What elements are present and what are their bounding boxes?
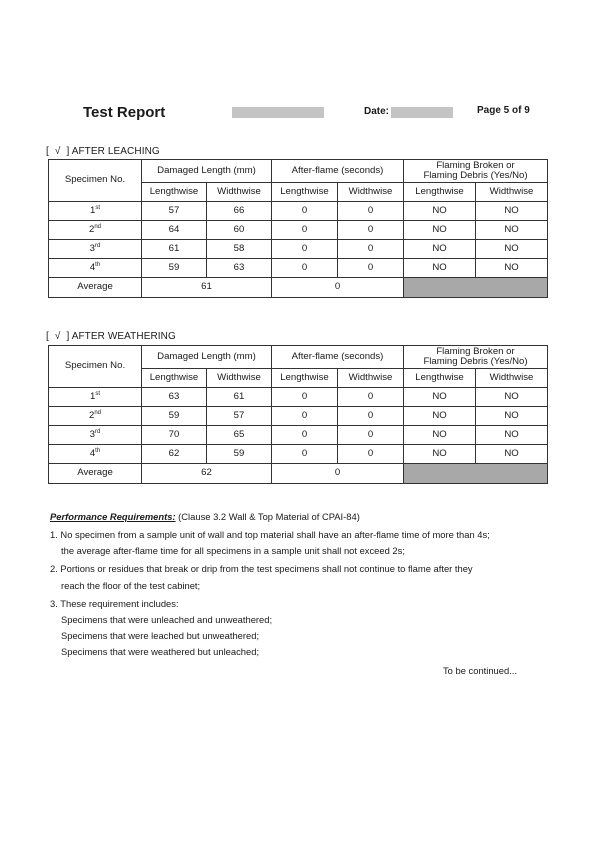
cell: 0	[272, 221, 338, 240]
header-flaming	[404, 160, 548, 183]
cell: 59	[142, 259, 207, 278]
cell: NO	[476, 388, 548, 407]
cell: 0	[338, 407, 404, 426]
average-afterflame: 0	[272, 278, 404, 298]
cell: 57	[142, 202, 207, 221]
weathering-table	[48, 345, 548, 484]
header-damaged-length: Damaged Length (mm)	[142, 160, 272, 183]
subheader-widthwise: Widthwise	[338, 183, 404, 202]
cell: 61	[142, 240, 207, 259]
specimen-number: 4th	[49, 445, 142, 464]
requirement-1b: the average after-flame time for all specimens in a sample unit shall not exceed 2s;	[61, 545, 405, 557]
cell: NO	[404, 221, 476, 240]
specimen-number: 4th	[49, 259, 142, 278]
section-title-leaching	[46, 146, 160, 157]
cell: 60	[207, 221, 272, 240]
cell: NO	[404, 202, 476, 221]
subheader-lengthwise: Lengthwise	[404, 369, 476, 388]
cell: NO	[476, 426, 548, 445]
bracket-open: [	[46, 146, 49, 157]
cell: NO	[476, 259, 548, 278]
cell: NO	[476, 221, 548, 240]
table-row	[49, 426, 548, 445]
requirement-3-sub3: Specimens that were weathered but unleached;	[61, 646, 260, 658]
redacted-date	[391, 107, 453, 118]
cell: 63	[142, 388, 207, 407]
requirement-3: 3. These requirement includes:	[50, 597, 179, 609]
average-afterflame: 0	[272, 464, 404, 484]
header-flaming-line2: Flaming Debris (Yes/No)	[423, 170, 528, 181]
header-specimen: Specimen No.	[49, 160, 142, 202]
section-title-weathering	[46, 331, 176, 342]
check-icon: √	[54, 331, 61, 342]
cell: 66	[207, 202, 272, 221]
bracket-open: [	[46, 331, 49, 342]
cell: 0	[272, 240, 338, 259]
cell: 65	[207, 426, 272, 445]
cell: 59	[142, 407, 207, 426]
header-after-flame: After-flame (seconds)	[272, 346, 404, 369]
specimen-number: 1st	[49, 202, 142, 221]
cell: 57	[207, 407, 272, 426]
cell: 0	[338, 445, 404, 464]
table-row	[49, 202, 548, 221]
average-row	[49, 464, 548, 484]
section-label: ] AFTER LEACHING	[66, 146, 160, 157]
cell: 0	[338, 202, 404, 221]
cell: 59	[207, 445, 272, 464]
specimen-number: 2nd	[49, 221, 142, 240]
header-flaming	[404, 346, 548, 369]
header-specimen: Specimen No.	[49, 346, 142, 388]
cell: NO	[404, 445, 476, 464]
subheader-lengthwise: Lengthwise	[272, 369, 338, 388]
cell: 0	[338, 240, 404, 259]
cell: 70	[142, 426, 207, 445]
requirement-3-sub1: Specimens that were unleached and unweathered;	[61, 613, 273, 625]
cell: 0	[272, 426, 338, 445]
cell: 0	[338, 259, 404, 278]
performance-clause: (Clause 3.2 Wall & Top Material of CPAI-84)	[175, 511, 360, 522]
table-row	[49, 259, 548, 278]
cell: NO	[404, 240, 476, 259]
requirement-1a: 1. No specimen from a sample unit of wall and top material shall have an after-flame time of more than 4s;	[50, 529, 490, 541]
table-row	[49, 221, 548, 240]
report-header	[0, 104, 600, 124]
cell: NO	[476, 202, 548, 221]
cell: 64	[142, 221, 207, 240]
report-title: Test Report	[83, 104, 166, 121]
table-row	[49, 388, 548, 407]
cell: 63	[207, 259, 272, 278]
subheader-widthwise: Widthwise	[207, 369, 272, 388]
cell: 0	[338, 221, 404, 240]
requirement-2b: reach the floor of the test cabinet;	[61, 579, 201, 591]
check-icon: √	[54, 146, 61, 157]
specimen-number: 2nd	[49, 407, 142, 426]
table-row	[49, 445, 548, 464]
cell: 0	[272, 259, 338, 278]
section-label: ] AFTER WEATHERING	[66, 331, 176, 342]
cell: 0	[338, 426, 404, 445]
cell: 61	[207, 388, 272, 407]
shaded-cell	[404, 278, 548, 298]
table-row	[49, 407, 548, 426]
header-flaming-line2: Flaming Debris (Yes/No)	[423, 356, 528, 367]
cell: 62	[142, 445, 207, 464]
subheader-lengthwise: Lengthwise	[404, 183, 476, 202]
subheader-lengthwise: Lengthwise	[142, 183, 207, 202]
specimen-number: 3rd	[49, 426, 142, 445]
subheader-widthwise: Widthwise	[476, 183, 548, 202]
subheader-widthwise: Widthwise	[207, 183, 272, 202]
performance-requirements	[50, 510, 570, 658]
cell: 0	[272, 388, 338, 407]
cell: 0	[272, 407, 338, 426]
subheader-widthwise: Widthwise	[476, 369, 548, 388]
performance-title: Performance Requirements:	[50, 511, 176, 522]
average-row	[49, 278, 548, 298]
requirement-2a: 2. Portions or residues that break or drip from the test specimens shall not continue to flame after they	[50, 563, 473, 575]
cell: 58	[207, 240, 272, 259]
date-label: Date:	[364, 106, 390, 117]
cell: NO	[404, 426, 476, 445]
subheader-widthwise: Widthwise	[338, 369, 404, 388]
cell: NO	[476, 407, 548, 426]
subheader-lengthwise: Lengthwise	[142, 369, 207, 388]
cell: NO	[404, 388, 476, 407]
continued-note: To be continued...	[443, 665, 518, 676]
shaded-cell	[404, 464, 548, 484]
subheader-lengthwise: Lengthwise	[272, 183, 338, 202]
cell: NO	[476, 445, 548, 464]
cell: NO	[476, 240, 548, 259]
cell: 0	[338, 388, 404, 407]
average-damaged: 62	[142, 464, 272, 484]
average-label: Average	[49, 278, 142, 298]
redacted-block	[232, 107, 324, 118]
page-number: Page 5 of 9	[477, 105, 530, 116]
specimen-number: 3rd	[49, 240, 142, 259]
leaching-table	[48, 159, 548, 298]
cell: NO	[404, 407, 476, 426]
header-flaming-line1: Flaming Broken or	[436, 159, 515, 171]
specimen-number: 1st	[49, 388, 142, 407]
header-after-flame: After-flame (seconds)	[272, 160, 404, 183]
cell: NO	[404, 259, 476, 278]
header-damaged-length: Damaged Length (mm)	[142, 346, 272, 369]
table-row	[49, 240, 548, 259]
header-flaming-line1: Flaming Broken or	[436, 345, 515, 357]
cell: 0	[272, 445, 338, 464]
average-damaged: 61	[142, 278, 272, 298]
requirement-3-sub2: Specimens that were leached but unweathered;	[61, 630, 260, 642]
cell: 0	[272, 202, 338, 221]
average-label: Average	[49, 464, 142, 484]
